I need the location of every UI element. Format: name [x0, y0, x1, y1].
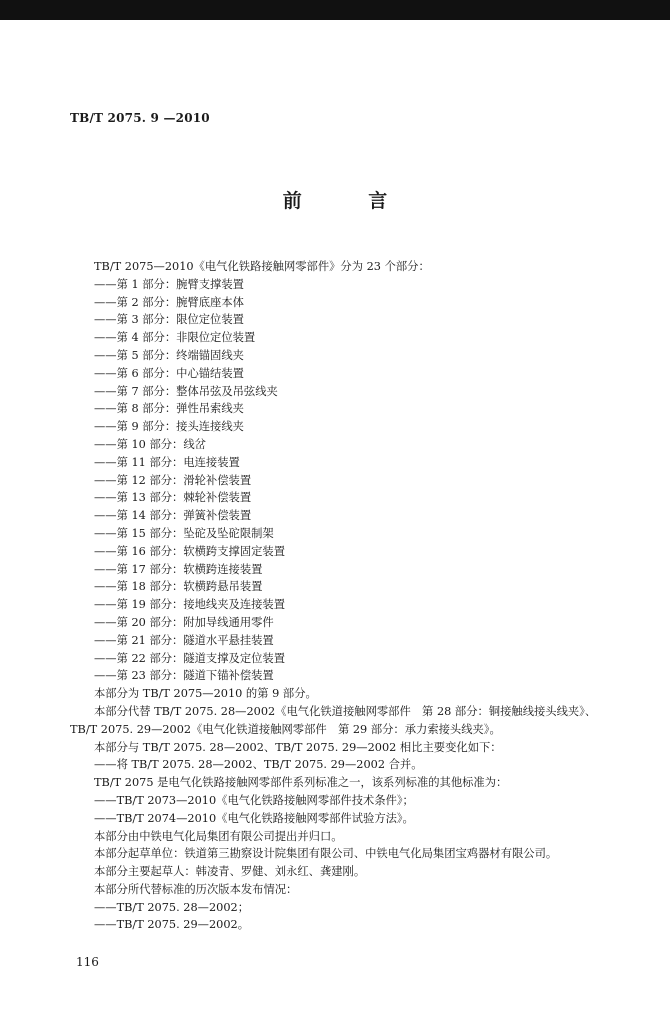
history-item: ——TB/T 2075. 28—2002； — [94, 900, 250, 914]
list-item: ——第 4 部分：非限位定位装置 — [94, 331, 256, 345]
list-item: ——第 22 部分：隧道支撑及定位装置 — [94, 651, 286, 665]
drafting-units-paragraph: 本部分起草单位：铁道第三勘察设计院集团有限公司、中铁电气化局集团宝鸡器材有限公司。 — [94, 847, 558, 861]
list-item: ——第 21 部分：隧道水平悬挂装置 — [94, 633, 274, 647]
list-item: ——第 9 部分：接头连接线夹 — [94, 420, 244, 434]
top-dark-band — [0, 0, 670, 20]
list-item: ——第 16 部分：软横跨支撑固定装置 — [94, 544, 286, 558]
list-item: ——第 15 部分：坠砣及坠砣限制架 — [94, 526, 274, 540]
list-item: ——第 17 部分：软横跨连接装置 — [94, 562, 263, 576]
list-item: ——第 20 部分：附加导线通用零件 — [94, 615, 274, 629]
list-item: ——第 18 部分：软横跨悬吊装置 — [94, 580, 263, 594]
series-item: ——TB/T 2074—2010《电气化铁路接触网零部件试验方法》。 — [94, 811, 414, 825]
history-paragraph: 本部分所代替标准的历次版本发布情况： — [94, 882, 298, 896]
list-item: ——第 12 部分：滑轮补偿装置 — [94, 473, 252, 487]
series-paragraph: TB/T 2075 是电气化铁路接触网零部件系列标准之一，该系列标准的其他标准为： — [94, 776, 508, 790]
list-item: ——第 2 部分：腕臂底座本体 — [94, 295, 244, 309]
list-item: ——第 10 部分：线岔 — [94, 437, 206, 451]
replaces-paragraph: 本部分代替 TB/T 2075. 28—2002《电气化铁道接触网零部件 第 28 部分：铜接触线接头线夹》、 — [94, 704, 597, 718]
list-item: ——第 5 部分：终端锚固线夹 — [94, 348, 244, 362]
page-title: 前 言 — [282, 190, 418, 212]
intro-paragraph: TB/T 2075—2010《电气化铁路接触网零部件》分为 23 个部分： — [94, 260, 430, 273]
list-item: ——第 6 部分：中心锚结装置 — [94, 366, 244, 380]
list-item: ——第 13 部分：棘轮补偿装置 — [94, 491, 252, 505]
change-item: ——将 TB/T 2075. 28—2002、TB/T 2075. 29—2002 合并。 — [94, 758, 423, 772]
series-item: ——TB/T 2073—2010《电气化铁路接触网零部件技术条件》； — [94, 793, 414, 807]
changes-paragraph: 本部分与 TB/T 2075. 28—2002、TB/T 2075. 29—2002 相比主要变化如下： — [94, 740, 502, 754]
list-item: ——第 14 部分：弹簧补偿装置 — [94, 509, 252, 523]
replaces-paragraph-continued: TB/T 2075. 29—2002《电气化铁道接触网零部件 第 29 部分：承力索接头线夹》。 — [70, 722, 501, 736]
list-item: ——第 23 部分：隧道下锚补偿装置 — [94, 669, 274, 683]
list-item: ——第 19 部分：接地线夹及连接装置 — [94, 598, 286, 612]
list-item: ——第 8 部分：弹性吊索线夹 — [94, 402, 244, 416]
page-number: 116 — [76, 955, 99, 969]
history-item: ——TB/T 2075. 29—2002。 — [94, 918, 250, 932]
list-item: ——第 3 部分：限位定位装置 — [94, 313, 244, 327]
list-item: ——第 7 部分：整体吊弦及吊弦线夹 — [94, 384, 278, 398]
drafters-paragraph: 本部分主要起草人：韩凌青、罗健、刘永红、龚建刚。 — [94, 865, 366, 879]
list-item: ——第 1 部分：腕臂支撑装置 — [94, 277, 244, 291]
foreword-body — [70, 258, 636, 934]
standard-number-header: TB/T 2075. 9 —2010 — [70, 111, 210, 125]
list-item: ——第 11 部分：电连接装置 — [94, 455, 240, 469]
proposed-paragraph: 本部分由中铁电气化局集团有限公司提出并归口。 — [94, 829, 343, 843]
this-part-paragraph: 本部分为 TB/T 2075—2010 的第 9 部分。 — [94, 687, 317, 701]
